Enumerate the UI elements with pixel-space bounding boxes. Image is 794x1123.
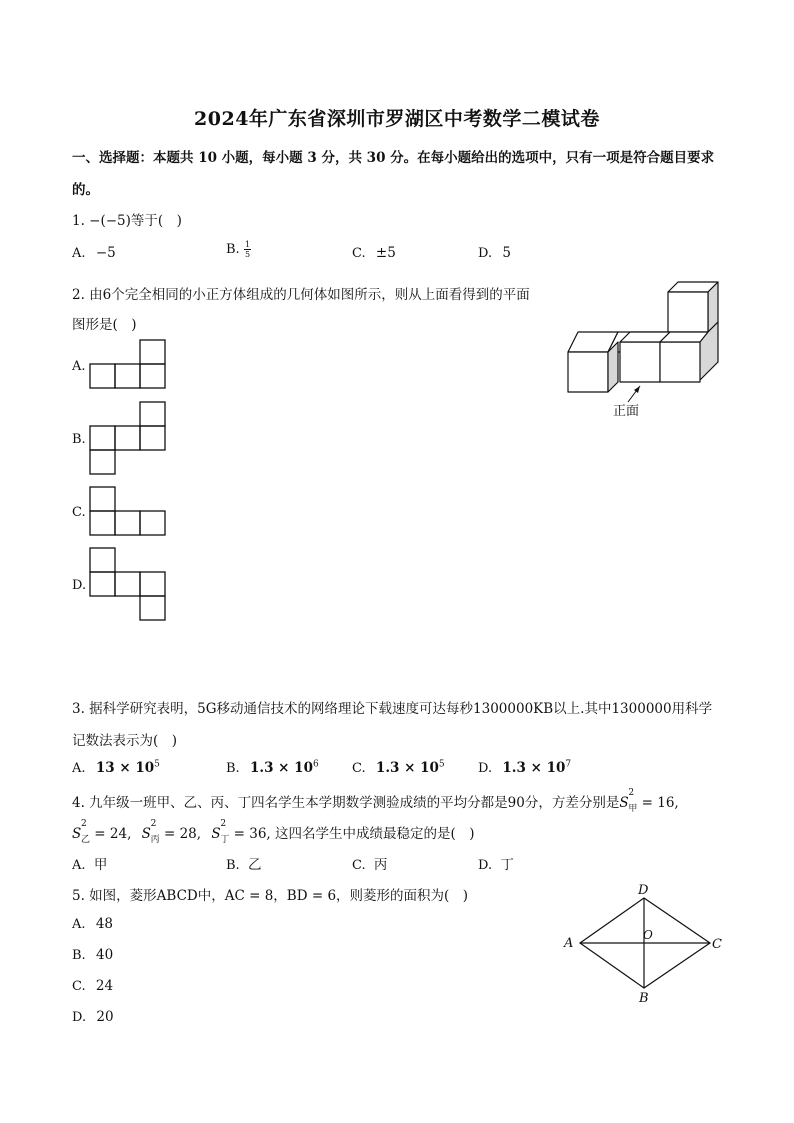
q4-s-yi-value: = 24, <box>90 826 132 842</box>
q4-option-c-label: C. <box>352 858 366 873</box>
section-header-line1: 一、选择题：本题共 10 小题，每小题 3 分，共 30 分。在每小题给出的选项中，只有一项是符合题目要求 <box>72 150 715 166</box>
q5-option-d-text: 20 <box>96 1009 114 1025</box>
q1-option-c <box>352 245 396 261</box>
q2-figure-label: 正面 <box>613 404 640 419</box>
q4-s-jia-value: = 16, <box>637 795 679 811</box>
label-b: B <box>639 991 649 1006</box>
q4-option-b-label: B. <box>226 858 240 873</box>
q5-option-b-text: 40 <box>95 947 114 963</box>
q3-option-b-label: B. <box>226 761 240 776</box>
q1-option-d-text: 5 <box>502 245 511 261</box>
q1-option-a-label: A. <box>72 246 86 261</box>
q5-option-a-label: A. <box>72 917 86 932</box>
q4-s-bing-sub: 丙 <box>150 835 160 845</box>
q4-stem-line2 <box>72 819 475 845</box>
q2-option-c-figure <box>88 485 170 537</box>
page-title: 2024年广东省深圳市罗湖区中考数学二模试卷 <box>194 108 600 130</box>
q2-option-b-figure <box>88 400 170 476</box>
q4-s-ding-sub: 丁 <box>220 835 230 845</box>
q4-option-a-label: A. <box>72 858 86 873</box>
q1-option-b <box>226 240 251 259</box>
q5-option-c-label: C. <box>72 979 86 994</box>
q3-option-c <box>352 760 445 776</box>
label-o: O <box>643 928 653 942</box>
q4-s-ding-value: = 36, <box>229 826 271 842</box>
q1-option-b-numerator: 1 <box>244 240 251 249</box>
q3-option-a-mantissa: 13 × 10 <box>95 760 155 776</box>
q3-option-c-label: C. <box>352 761 366 776</box>
q5-option-b <box>72 947 113 963</box>
label-c: C <box>712 937 722 952</box>
q3-stem-line1: 3. 据科学研究表明，5G移动通信技术的网络理论下载速度可达每秒1300000KB以上.其中1300000用科学 <box>72 701 713 717</box>
q2-stem-line2: 图形是( ) <box>72 317 137 333</box>
q1-option-d <box>478 245 511 261</box>
q1-option-c-label: C. <box>352 246 366 261</box>
q5-option-d <box>72 1009 114 1025</box>
q4-option-a <box>72 853 107 873</box>
q2-option-d-figure <box>88 546 170 622</box>
q5-option-a <box>72 916 113 932</box>
q1-option-b-label: B. <box>226 242 240 257</box>
q4-option-d-label: D. <box>478 858 493 873</box>
q4-s-yi-sub: 乙 <box>81 835 91 845</box>
section-header-line2: 的。 <box>72 182 99 198</box>
q3-option-a <box>72 760 160 776</box>
q4-option-a-text: 甲 <box>93 857 108 873</box>
q3-option-b-exp: 6 <box>312 759 319 770</box>
q3-option-b-mantissa: 1.3 × 10 <box>249 760 313 776</box>
q3-option-a-exp: 5 <box>154 759 160 770</box>
q4-s-yi: S 2 乙 <box>72 819 91 845</box>
q5-option-b-label: B. <box>72 948 86 963</box>
q1-option-c-text: ±5 <box>375 245 396 261</box>
label-d: D <box>638 883 649 898</box>
q5-option-c <box>72 978 113 994</box>
q4-option-b <box>226 853 261 873</box>
q4-option-c <box>352 853 387 873</box>
q3-option-d-mantissa: 1.3 × 10 <box>502 760 566 776</box>
q1-option-b-denominator: 5 <box>244 250 251 259</box>
q2-option-d-label: D. <box>72 578 87 593</box>
q4-stem-line1 <box>72 788 679 814</box>
q4-stem-suffix: 这四名学生中成绩最稳定的是( ) <box>275 826 475 842</box>
q2-stem-line1: 2. 由6个完全相同的小正方体组成的几何体如图所示，则从上面看得到的平面 <box>72 287 530 303</box>
q3-option-a-label: A. <box>72 761 86 776</box>
q1-stem: 1. −(−5)等于( ) <box>72 213 182 229</box>
q5-stem: 5. 如图，菱形ABCD中，AC = 8，BD = 6，则菱形的面积为( ) <box>72 888 469 904</box>
q5-rhombus-figure <box>560 882 730 1006</box>
q5-option-d-label: D. <box>72 1010 87 1025</box>
q3-option-d-label: D. <box>478 761 493 776</box>
q5-option-c-text: 24 <box>95 978 114 994</box>
q4-s-jia: S 2 甲 <box>619 788 638 814</box>
q3-stem-line2: 记数法表示为( ) <box>72 733 178 749</box>
q3-option-c-exp: 5 <box>438 759 445 770</box>
q3-option-d <box>478 760 571 776</box>
q4-s-jia-sub: 甲 <box>628 804 638 814</box>
q4-s-ding: S 2 丁 <box>211 819 230 845</box>
q4-option-d <box>478 853 514 873</box>
q3-option-b <box>226 760 319 776</box>
q5-option-a-text: 48 <box>95 916 114 932</box>
q1-option-a <box>72 245 116 261</box>
q4-s-bing-value: = 28, <box>159 826 202 842</box>
q4-s-bing: S 2 丙 <box>141 819 160 845</box>
q4-option-d-text: 丁 <box>500 857 514 873</box>
q4-stem-prefix: 4. 九年级一班甲、乙、丙、丁四名学生本学期数学测验成绩的平均分都是90分，方差分别是 <box>72 795 620 811</box>
q4-option-b-text: 乙 <box>247 857 262 873</box>
q4-option-c-text: 丙 <box>373 857 388 873</box>
q2-cubes-figure <box>562 278 728 428</box>
q2-option-a-label: A. <box>72 359 86 374</box>
q2-option-c-label: C. <box>72 505 86 520</box>
q1-option-a-text: −5 <box>95 245 116 261</box>
q2-option-b-label: B. <box>72 432 86 447</box>
q2-option-a-figure <box>88 338 170 390</box>
q1-option-d-label: D. <box>478 246 493 261</box>
label-a: A <box>564 936 574 951</box>
q1-option-b-fraction <box>244 240 251 259</box>
q3-option-d-exp: 7 <box>565 759 572 770</box>
q3-option-c-mantissa: 1.3 × 10 <box>375 760 439 776</box>
